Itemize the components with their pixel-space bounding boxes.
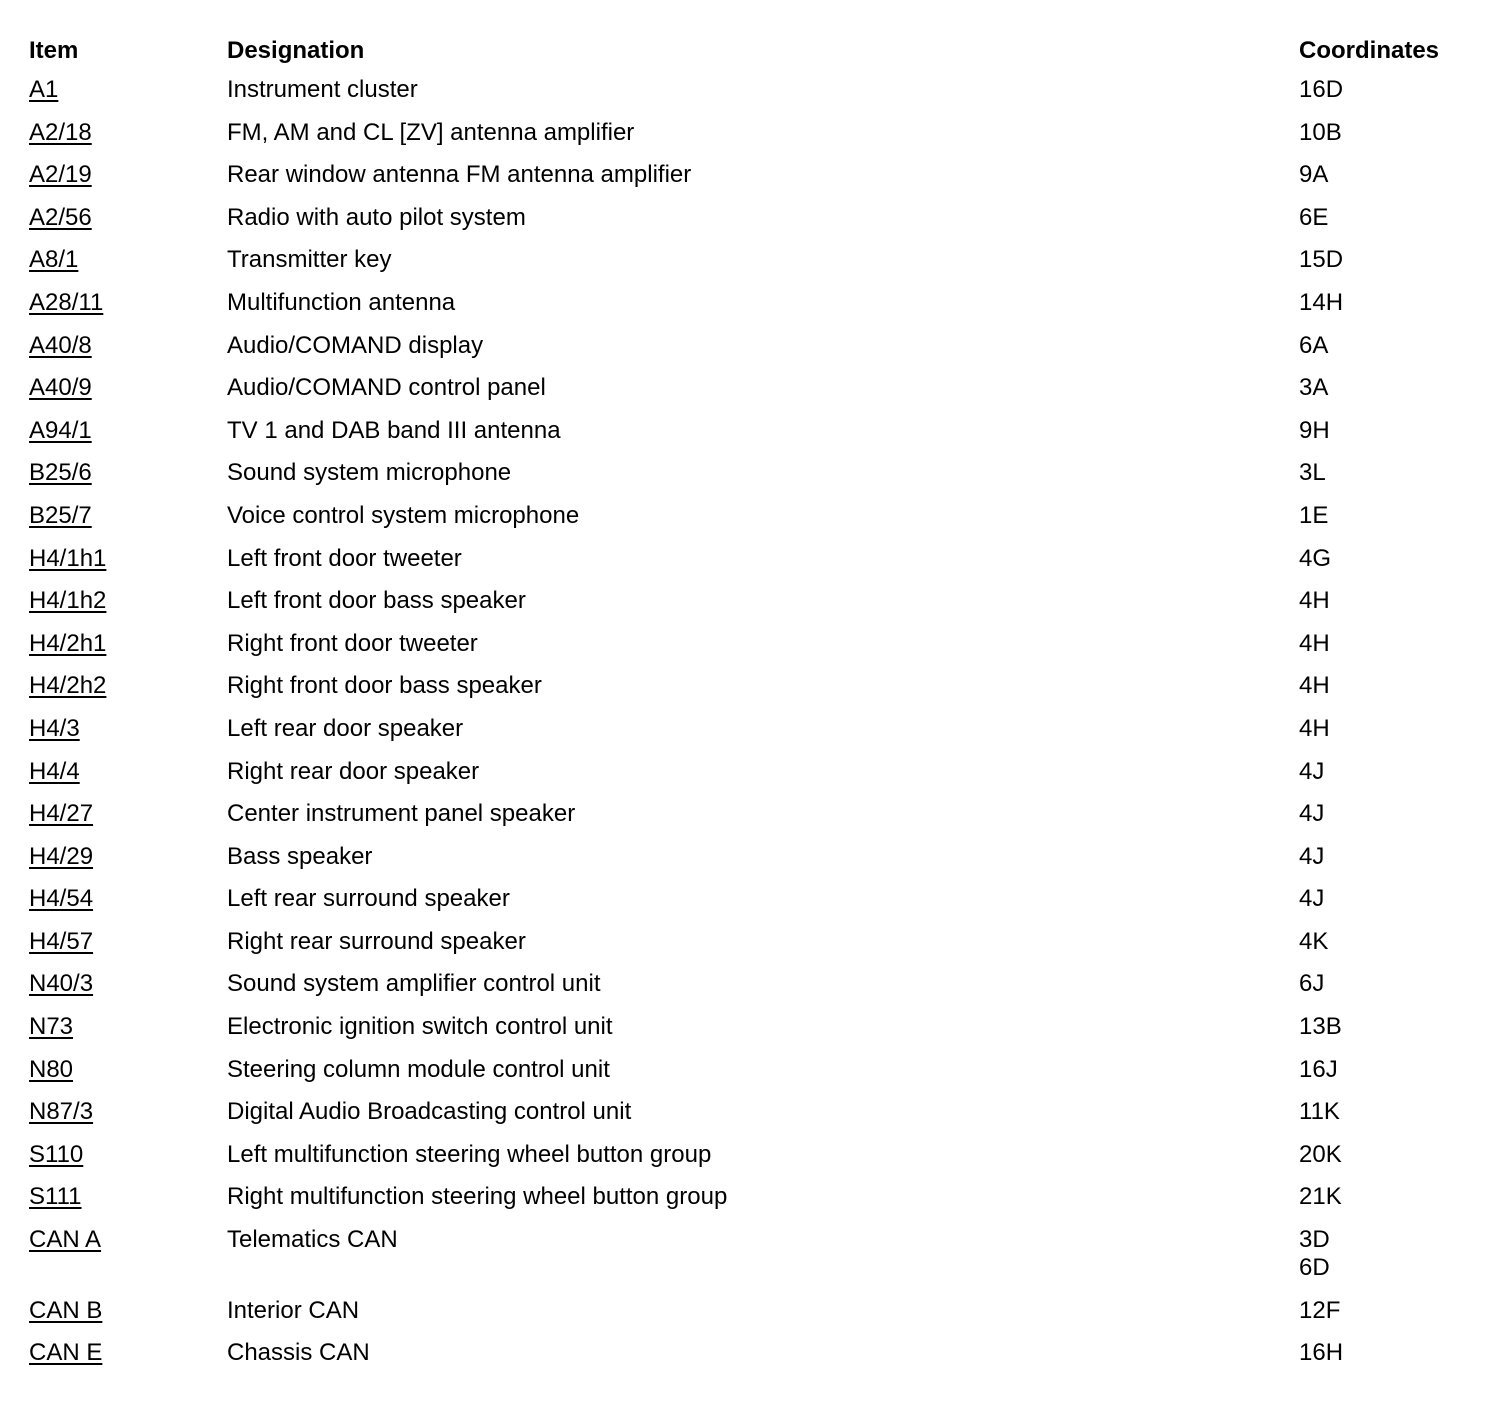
coordinate-value: 16J <box>1299 1055 1338 1083</box>
designation-cell: Left rear surround speaker <box>227 885 510 913</box>
table-row <box>29 1226 1469 1297</box>
table-row <box>29 1339 1469 1382</box>
item-link[interactable]: A2/18 <box>29 118 92 146</box>
table-row <box>29 1013 1469 1056</box>
designation-cell: Left rear door speaker <box>227 714 464 742</box>
coordinate-value: 9A <box>1299 161 1329 189</box>
table-row <box>29 502 1469 545</box>
coordinates-cell <box>1299 843 1469 871</box>
coordinates-cell <box>1299 1226 1469 1282</box>
header-designation: Designation <box>227 37 365 64</box>
designation-cell: Interior CAN <box>227 1296 360 1324</box>
item-link[interactable]: N40/3 <box>29 970 94 998</box>
designation-cell: Right multifunction steering wheel button group <box>227 1183 728 1211</box>
table-row <box>29 1183 1469 1226</box>
table-row <box>29 715 1469 758</box>
designation-cell: Steering column module control unit <box>227 1055 610 1083</box>
coordinates-cell <box>1299 417 1469 445</box>
coordinate-value: 20K <box>1299 1140 1342 1168</box>
item-cell <box>29 374 227 402</box>
item-cell <box>29 630 227 658</box>
item-link[interactable]: A94/1 <box>29 416 92 444</box>
item-link[interactable]: H4/57 <box>29 927 94 955</box>
item-cell <box>29 1141 227 1169</box>
item-link[interactable]: H4/1h1 <box>29 544 107 572</box>
table-row <box>29 800 1469 843</box>
coordinates-cell <box>1299 885 1469 913</box>
item-link[interactable]: H4/4 <box>29 757 80 785</box>
table-row <box>29 672 1469 715</box>
coordinate-value: 9H <box>1299 416 1330 444</box>
coordinate-value: 10B <box>1299 118 1342 146</box>
table-row <box>29 1098 1469 1141</box>
item-cell <box>29 928 227 956</box>
item-link[interactable]: B25/7 <box>29 501 92 529</box>
table-row <box>29 970 1469 1013</box>
designation-cell: Audio/COMAND display <box>227 331 484 359</box>
coordinate-value: 4J <box>1299 757 1325 785</box>
designation-cell: Electronic ignition switch control unit <box>227 1013 613 1041</box>
coordinate-value: 6J <box>1299 970 1325 998</box>
table-row <box>29 630 1469 673</box>
coordinates-cell <box>1299 119 1469 147</box>
coordinate-value: 4J <box>1299 885 1325 913</box>
item-link[interactable]: A1 <box>29 76 59 103</box>
coordinate-value: 1E <box>1299 501 1329 529</box>
table-row <box>29 1056 1469 1099</box>
coordinate-value: 4J <box>1299 842 1325 870</box>
item-link[interactable]: A40/9 <box>29 374 92 402</box>
coordinates-cell <box>1299 800 1469 828</box>
table-row <box>29 332 1469 375</box>
designation-cell: Left multifunction steering wheel button group <box>227 1140 712 1168</box>
coordinate-value: 4K <box>1299 927 1329 955</box>
coordinate-value: 4G <box>1299 544 1332 572</box>
coordinates-cell <box>1299 545 1469 573</box>
designation-cell: TV 1 and DAB band III antenna <box>227 416 561 444</box>
item-link[interactable]: B25/6 <box>29 459 92 487</box>
coordinates-cell <box>1299 758 1469 786</box>
coordinate-value: 14H <box>1299 288 1344 316</box>
coordinates-cell <box>1299 161 1469 189</box>
item-cell <box>29 1013 227 1041</box>
designation-cell: Right front door bass speaker <box>227 672 542 700</box>
table-row <box>29 1297 1469 1340</box>
item-cell <box>29 76 227 104</box>
item-link[interactable]: H4/2h1 <box>29 629 107 657</box>
designation-cell: Rear window antenna FM antenna amplifier <box>227 161 692 189</box>
item-cell <box>29 246 227 274</box>
coordinates-cell <box>1299 587 1469 615</box>
coordinate-value: 11K <box>1299 1098 1340 1126</box>
item-cell <box>29 800 227 828</box>
table-row <box>29 545 1469 588</box>
table-row <box>29 459 1469 502</box>
item-cell <box>29 885 227 913</box>
item-link[interactable]: N80 <box>29 1055 74 1083</box>
item-cell <box>29 545 227 573</box>
coordinate-value: 16D <box>1299 76 1344 103</box>
coordinates-cell <box>1299 1141 1469 1169</box>
table-row <box>29 417 1469 460</box>
coordinate-value: 21K <box>1299 1183 1342 1211</box>
coordinate-value: 12F <box>1299 1296 1341 1324</box>
item-link[interactable]: H4/1h2 <box>29 587 107 615</box>
item-link[interactable]: A28/11 <box>29 288 104 316</box>
coordinates-cell <box>1299 1098 1469 1126</box>
item-link[interactable]: S111 <box>29 1183 82 1211</box>
designation-cell: Multifunction antenna <box>227 288 456 316</box>
table-row <box>29 374 1469 417</box>
component-legend-table <box>29 34 1469 1382</box>
designation-cell: Bass speaker <box>227 842 373 870</box>
designation-cell: Center instrument panel speaker <box>227 800 576 828</box>
coordinate-value: 3L <box>1299 459 1326 487</box>
table-row <box>29 758 1469 801</box>
coordinates-cell <box>1299 76 1469 104</box>
designation-cell: Instrument cluster <box>227 76 418 103</box>
coordinate-value: 13B <box>1299 1013 1342 1041</box>
coordinates-cell <box>1299 502 1469 530</box>
header-coordinates: Coordinates <box>1299 37 1440 64</box>
item-cell <box>29 715 227 743</box>
coordinate-value: 4H <box>1299 714 1330 742</box>
coordinates-cell <box>1299 289 1469 317</box>
item-link[interactable]: H4/2h2 <box>29 672 107 700</box>
header-item: Item <box>29 37 79 64</box>
coordinates-cell <box>1299 715 1469 743</box>
item-cell <box>29 1297 227 1325</box>
designation-cell: Radio with auto pilot system <box>227 203 526 231</box>
item-cell <box>29 970 227 998</box>
item-cell <box>29 843 227 871</box>
coordinate-value: 4H <box>1299 672 1330 700</box>
item-link[interactable]: CAN A <box>29 1226 102 1254</box>
coordinates-cell <box>1299 1183 1469 1211</box>
item-link[interactable]: N87/3 <box>29 1098 94 1126</box>
designation-cell: Sound system microphone <box>227 459 512 487</box>
designation-cell: Right front door tweeter <box>227 629 478 657</box>
coordinate-value: 6A <box>1299 331 1329 359</box>
table-row <box>29 161 1469 204</box>
item-cell <box>29 672 227 700</box>
coordinates-cell <box>1299 204 1469 232</box>
designation-cell: Voice control system microphone <box>227 501 580 529</box>
coordinate-value: 3A <box>1299 374 1329 402</box>
item-link[interactable]: A8/1 <box>29 246 79 274</box>
item-cell <box>29 332 227 360</box>
item-cell <box>29 119 227 147</box>
item-link[interactable]: S110 <box>29 1140 84 1168</box>
item-cell <box>29 204 227 232</box>
coordinate-value: 4J <box>1299 800 1325 828</box>
coordinate-value: 6E <box>1299 203 1329 231</box>
coordinates-cell <box>1299 1297 1469 1325</box>
item-cell <box>29 1226 227 1282</box>
coordinate-value: 4H <box>1299 629 1330 657</box>
coordinates-cell <box>1299 928 1469 956</box>
coordinates-cell <box>1299 970 1469 998</box>
table-row <box>29 204 1469 247</box>
item-link[interactable]: H4/29 <box>29 842 94 870</box>
coordinates-cell <box>1299 374 1469 402</box>
designation-cell: Audio/COMAND control panel <box>227 374 546 402</box>
item-cell <box>29 289 227 317</box>
item-cell <box>29 1098 227 1126</box>
table-header-row <box>29 34 1469 68</box>
designation-cell: Left front door bass speaker <box>227 587 526 615</box>
designation-cell: Left front door tweeter <box>227 544 462 572</box>
item-link[interactable]: CAN B <box>29 1296 103 1324</box>
coordinates-cell <box>1299 1056 1469 1084</box>
designation-cell: FM, AM and CL [ZV] antenna amplifier <box>227 118 635 146</box>
coordinates-cell <box>1299 672 1469 700</box>
item-link[interactable]: N73 <box>29 1013 74 1041</box>
item-cell <box>29 161 227 189</box>
item-link[interactable]: A40/8 <box>29 331 92 359</box>
designation-cell: Right rear door speaker <box>227 757 480 785</box>
coordinate-value: 3D <box>1299 1226 1330 1254</box>
table-row <box>29 76 1469 119</box>
coordinates-cell <box>1299 630 1469 658</box>
table-row <box>29 587 1469 630</box>
coordinate-value: 6D <box>1299 1254 1330 1282</box>
table-row <box>29 843 1469 886</box>
item-cell <box>29 1183 227 1211</box>
designation-cell: Right rear surround speaker <box>227 927 526 955</box>
table-row <box>29 928 1469 971</box>
item-link[interactable]: A2/19 <box>29 161 92 189</box>
item-cell <box>29 459 227 487</box>
item-link[interactable]: H4/54 <box>29 885 94 913</box>
item-cell <box>29 587 227 615</box>
coordinate-value: 4H <box>1299 587 1330 615</box>
table-row <box>29 246 1469 289</box>
coordinates-cell <box>1299 246 1469 274</box>
item-cell <box>29 1056 227 1084</box>
designation-cell: Transmitter key <box>227 246 392 274</box>
item-link[interactable]: H4/27 <box>29 800 94 828</box>
table-row <box>29 289 1469 332</box>
designation-cell: Chassis CAN <box>227 1339 370 1367</box>
table-body <box>29 76 1469 1382</box>
table-row <box>29 119 1469 162</box>
coordinates-cell <box>1299 1339 1469 1367</box>
designation-cell: Digital Audio Broadcasting control unit <box>227 1098 632 1126</box>
table-row <box>29 885 1469 928</box>
item-link[interactable]: A2/56 <box>29 203 92 231</box>
coordinates-cell <box>1299 1013 1469 1041</box>
table-row <box>29 1141 1469 1184</box>
item-cell <box>29 417 227 445</box>
designation-cell: Sound system amplifier control unit <box>227 970 601 998</box>
coordinates-cell <box>1299 332 1469 360</box>
item-cell <box>29 502 227 530</box>
item-cell <box>29 758 227 786</box>
coordinate-value: 15D <box>1299 246 1344 274</box>
coordinates-cell <box>1299 459 1469 487</box>
item-cell <box>29 1339 227 1367</box>
item-link[interactable]: H4/3 <box>29 714 80 742</box>
designation-cell: Telematics CAN <box>227 1226 398 1254</box>
coordinate-value: 16H <box>1299 1339 1344 1367</box>
item-link[interactable]: CAN E <box>29 1339 103 1367</box>
